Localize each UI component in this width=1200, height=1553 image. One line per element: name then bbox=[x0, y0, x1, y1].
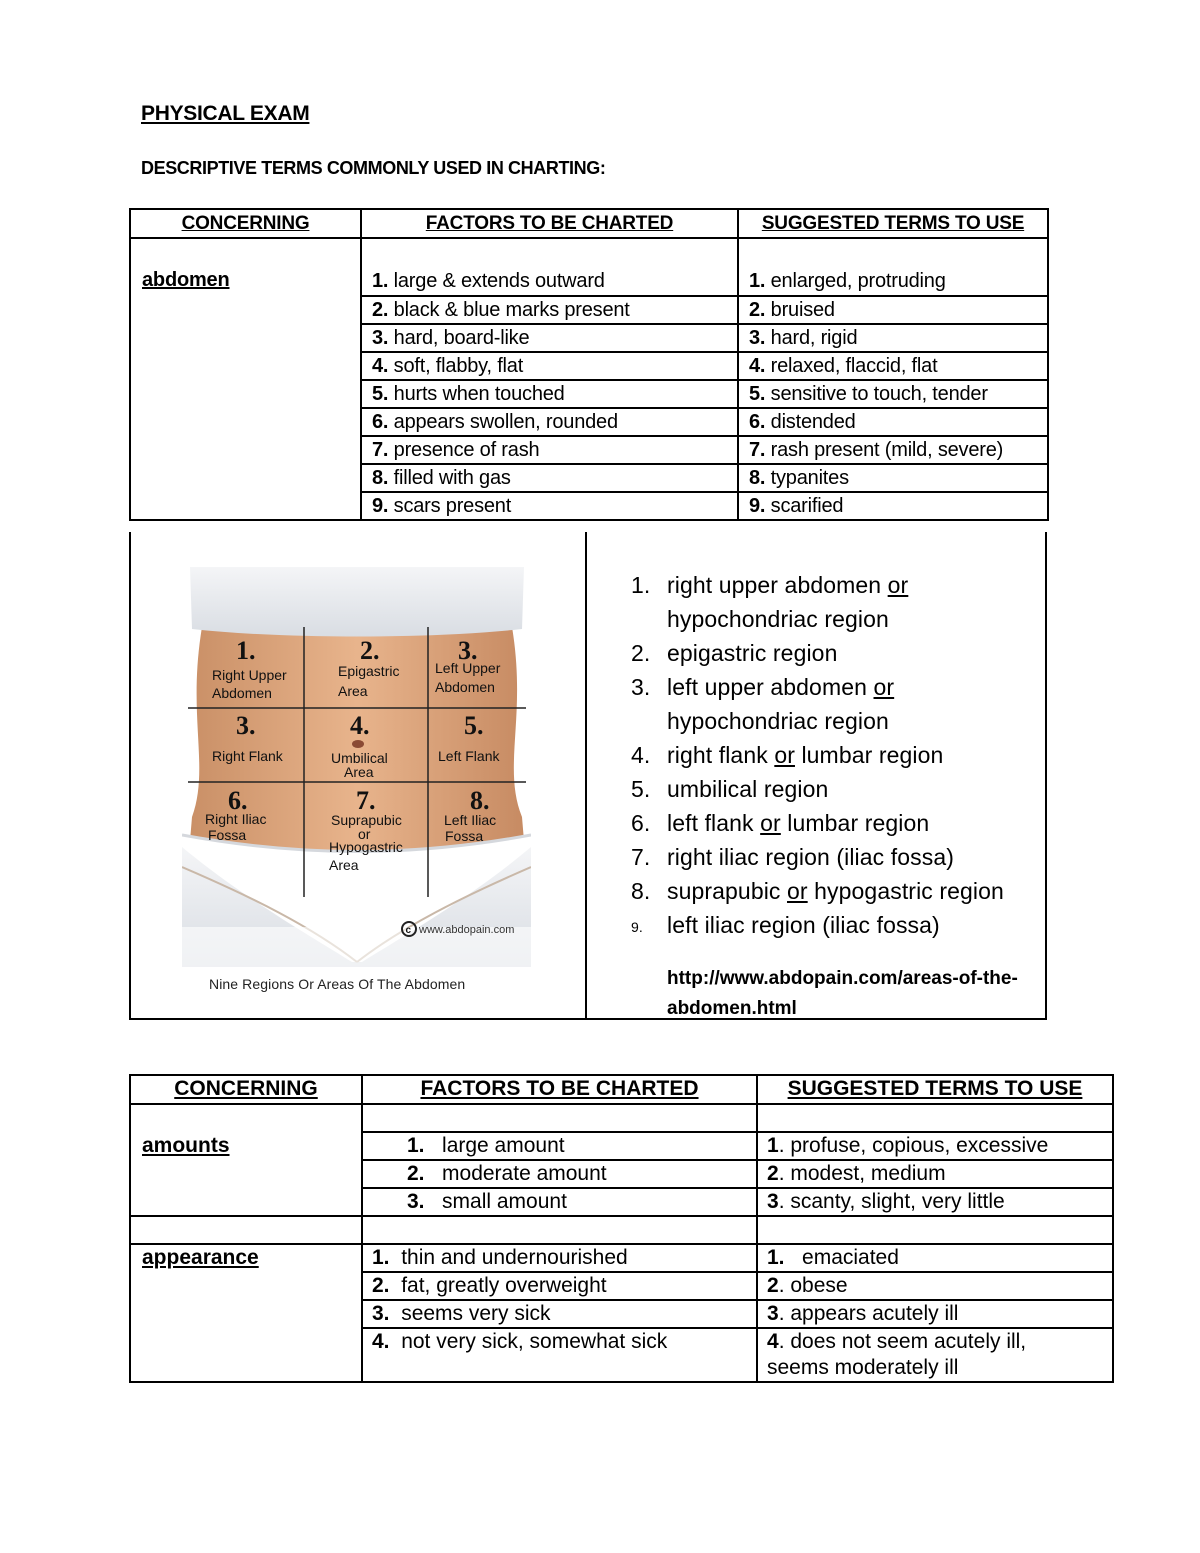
header-terms: SUGGESTED TERMS TO USE bbox=[738, 209, 1048, 238]
page-title: PHYSICAL EXAM bbox=[141, 102, 310, 125]
factor-cell: 8. filled with gas bbox=[361, 464, 738, 492]
spacer-cell bbox=[757, 1216, 1113, 1244]
cell-label: Left Iliac bbox=[444, 812, 497, 828]
header-concerning: CONCERNING bbox=[130, 209, 361, 238]
header-factors: FACTORS TO BE CHARTED bbox=[362, 1075, 757, 1104]
cell-number: 8. bbox=[470, 786, 490, 815]
term-cell: 4. relaxed, flaccid, flat bbox=[738, 352, 1048, 380]
term-cell: 1. enlarged, protruding bbox=[738, 238, 1048, 296]
cell-label: Abdomen bbox=[212, 685, 272, 701]
box-divider bbox=[585, 532, 587, 1018]
cell-label: Area bbox=[344, 764, 374, 780]
list-item: 2. epigastric region bbox=[631, 640, 838, 666]
list-item: 6. left flank or lumbar region bbox=[631, 810, 930, 836]
factor-cell: 1. large amount bbox=[362, 1132, 757, 1160]
list-item: 9. left iliac region (iliac fossa) bbox=[631, 912, 940, 938]
term-cell: 3. scanty, slight, very little bbox=[757, 1188, 1113, 1216]
spacer-cell bbox=[130, 1216, 362, 1244]
factor-cell: 4. not very sick, somewhat sick bbox=[362, 1328, 757, 1382]
diagram-watermark: www.abdopain.com bbox=[419, 924, 515, 936]
cell-number: 2. bbox=[360, 636, 380, 665]
table-row bbox=[130, 1104, 1113, 1132]
factor-cell: 3. hard, board-like bbox=[361, 324, 738, 352]
copyright-icon: c bbox=[405, 925, 412, 936]
cell-label: or bbox=[358, 826, 371, 842]
factor-cell: 3. seems very sick bbox=[362, 1300, 757, 1328]
term-cell: 5. sensitive to touch, tender bbox=[738, 380, 1048, 408]
source-link[interactable]: http://www.abdopain.com/areas-of-the-abdomen.html bbox=[667, 968, 1018, 1019]
term-cell: 7. rash present (mild, severe) bbox=[738, 436, 1048, 464]
cell-number: 4. bbox=[350, 711, 370, 740]
header-factors: FACTORS TO BE CHARTED bbox=[361, 209, 738, 238]
factor-cell: 6. appears swollen, rounded bbox=[361, 408, 738, 436]
factor-cell: 9. scars present bbox=[361, 492, 738, 520]
cell-number: 6. bbox=[228, 786, 248, 815]
concerning-amounts: amounts bbox=[130, 1104, 362, 1216]
list-item: 8. suprapubic or hypogastric region bbox=[631, 878, 1004, 904]
cell-label: Area bbox=[329, 857, 359, 873]
concerning-appearance: appearance bbox=[130, 1244, 362, 1382]
table-row bbox=[130, 1216, 1113, 1244]
cell-label: Area bbox=[338, 683, 368, 699]
cell-number: 5. bbox=[464, 711, 484, 740]
term-cell bbox=[757, 1104, 1113, 1132]
cell-label: Left Flank bbox=[438, 748, 500, 764]
diagram-caption: Nine Regions Or Areas Of The Abdomen bbox=[209, 976, 466, 992]
amounts-appearance-table bbox=[129, 1074, 1114, 1383]
term-cell: 3. hard, rigid bbox=[738, 324, 1048, 352]
cell-number: 3. bbox=[458, 636, 478, 665]
term-cell: 1. profuse, copious, excessive bbox=[757, 1132, 1113, 1160]
term-cell: 2. modest, medium bbox=[757, 1160, 1113, 1188]
cell-label: Fossa bbox=[208, 827, 247, 843]
cell-label: Umbilical bbox=[331, 750, 388, 766]
abdomen-regions-box bbox=[129, 532, 1047, 1020]
cell-number: 1. bbox=[236, 636, 256, 665]
term-cell: 1. emaciated bbox=[757, 1244, 1113, 1272]
cell-number: 3. bbox=[236, 711, 256, 740]
cell-label: Epigastric bbox=[338, 663, 400, 679]
term-cell: 4. does not seem acutely ill, seems moderately ill bbox=[757, 1328, 1113, 1382]
term-cell: 8. typanites bbox=[738, 464, 1048, 492]
factor-cell: 5. hurts when touched bbox=[361, 380, 738, 408]
factor-cell: 2. black & blue marks present bbox=[361, 296, 738, 324]
term-cell: 6. distended bbox=[738, 408, 1048, 436]
cell-label: Right Flank bbox=[212, 748, 283, 764]
cell-number: 7. bbox=[356, 786, 376, 815]
factor-cell: 2. fat, greatly overweight bbox=[362, 1272, 757, 1300]
page-subtitle: DESCRIPTIVE TERMS COMMONLY USED IN CHARTING: bbox=[141, 158, 606, 178]
cell-label: Suprapubic bbox=[331, 812, 402, 828]
cell-label: Hypogastric bbox=[329, 839, 403, 855]
table-row bbox=[130, 1244, 1113, 1272]
spacer-cell bbox=[362, 1216, 757, 1244]
term-cell: 2. bruised bbox=[738, 296, 1048, 324]
term-cell: 3. appears acutely ill bbox=[757, 1300, 1113, 1328]
header-terms: SUGGESTED TERMS TO USE bbox=[757, 1075, 1113, 1104]
list-item: 5. umbilical region bbox=[631, 776, 829, 802]
concerning-abdomen: abdomen bbox=[130, 238, 361, 520]
term-cell: 9. scarified bbox=[738, 492, 1048, 520]
cell-label: Abdomen bbox=[435, 679, 495, 695]
abdomen-regions-diagram bbox=[182, 567, 531, 967]
cell-label: Left Upper bbox=[435, 660, 501, 676]
factor-cell: 1. thin and undernourished bbox=[362, 1244, 757, 1272]
cell-label: Right Iliac bbox=[205, 811, 267, 827]
factor-cell bbox=[362, 1104, 757, 1132]
factor-cell: 4. soft, flabby, flat bbox=[361, 352, 738, 380]
table-row bbox=[130, 238, 1048, 296]
list-item: 4. right flank or lumbar region bbox=[631, 742, 944, 768]
table-header-row bbox=[130, 1075, 1113, 1104]
factor-cell: 7. presence of rash bbox=[361, 436, 738, 464]
factor-cell: 2. moderate amount bbox=[362, 1160, 757, 1188]
factor-cell: 3. small amount bbox=[362, 1188, 757, 1216]
abdomen-terms-table bbox=[129, 208, 1049, 521]
factor-cell: 1. large & extends outward bbox=[361, 238, 738, 296]
cell-label: Fossa bbox=[445, 828, 484, 844]
header-concerning: CONCERNING bbox=[130, 1075, 362, 1104]
term-cell: 2. obese bbox=[757, 1272, 1113, 1300]
list-item: 1. right upper abdomen or hypochondriac region bbox=[631, 572, 909, 632]
regions-list bbox=[628, 568, 1048, 942]
table-header-row bbox=[130, 209, 1048, 238]
list-item: 7. right iliac region (iliac fossa) bbox=[631, 844, 954, 870]
cell-label: Right Upper bbox=[212, 667, 287, 683]
list-item: 3. left upper abdomen or hypochondriac region bbox=[631, 674, 895, 734]
